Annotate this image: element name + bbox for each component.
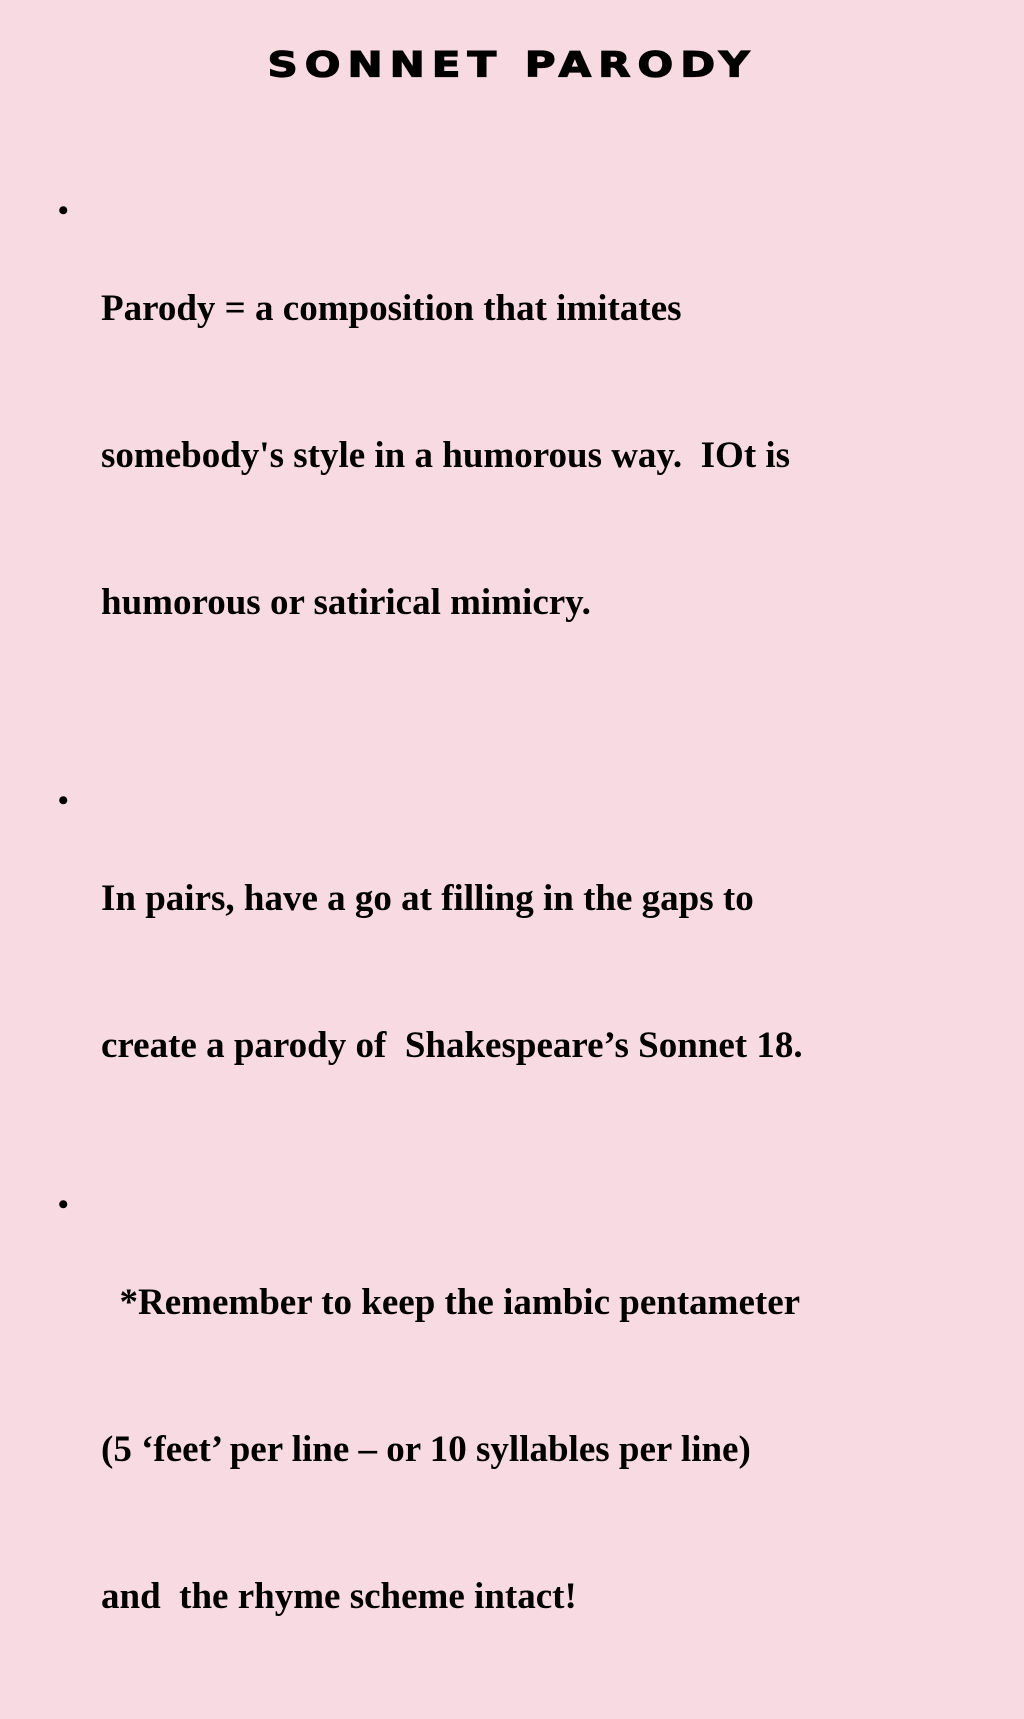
bullet-line: create a parody of Shakespeare’s Sonnet 18. xyxy=(101,1025,803,1066)
bullet-line: • In pairs, have a go at filling in the gaps to xyxy=(101,878,754,919)
bullet-item-pairs-task xyxy=(58,776,978,1168)
bullet-line: • *Remember to keep the iambic pentameter xyxy=(101,1282,801,1323)
bullet-line: and the rhyme scheme intact! xyxy=(101,1576,577,1617)
bullet-item-reminder xyxy=(58,1180,978,1719)
bullet-item-parody-definition xyxy=(58,186,978,725)
slide-title-text: SONNET PARODY xyxy=(267,44,757,85)
slide-title xyxy=(0,42,1024,88)
bullet-list xyxy=(58,186,978,1719)
bullet-line: • Parody = a composition that imitates xyxy=(101,288,682,329)
bullet-line: humorous or satirical mimicry. xyxy=(101,582,591,623)
bullet-line: somebody's style in a humorous way. IOt is xyxy=(101,435,791,476)
bullet-line: (5 ‘feet’ per line – or 10 syllables per line) xyxy=(101,1429,751,1470)
